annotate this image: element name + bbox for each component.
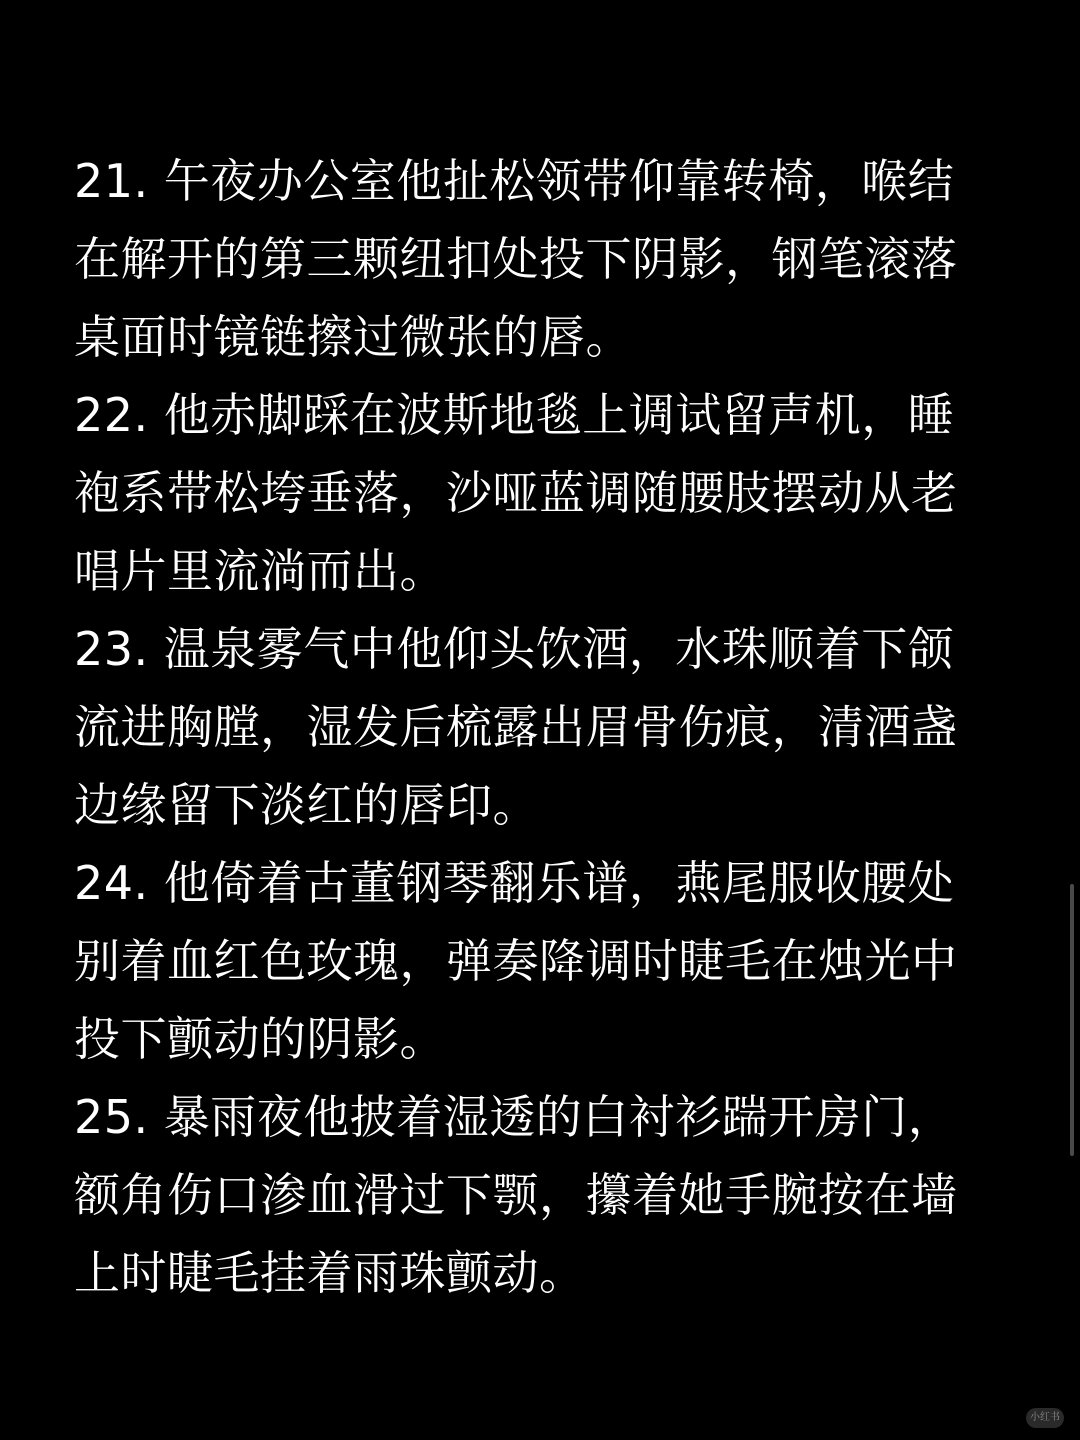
entry-line: 25. 暴雨夜他披着湿透的白衬衫踹开房门， — [74, 1090, 955, 1144]
entry-line: 24. 他倚着古董钢琴翻乐谱，燕尾服收腰处 — [74, 856, 955, 910]
entry-line: 桌面时镜链擦过微张的唇。 — [74, 310, 632, 364]
scrollbar[interactable] — [1070, 884, 1074, 1156]
text-content — [74, 142, 1014, 1312]
entry-line: 投下颤动的阴影。 — [74, 1012, 446, 1066]
entry-22 — [74, 376, 1014, 610]
entry-23 — [74, 610, 1014, 844]
entry-line: 袍系带松垮垂落，沙哑蓝调随腰肢摆动从老 — [74, 466, 958, 520]
entry-line: 额角伤口渗血滑过下颚，攥着她手腕按在墙 — [74, 1168, 958, 1222]
entry-line: 22. 他赤脚踩在波斯地毯上调试留声机，睡 — [74, 388, 955, 442]
entry-line: 唱片里流淌而出。 — [74, 544, 446, 598]
entry-line: 21. 午夜办公室他扯松领带仰靠转椅，喉结 — [74, 154, 955, 208]
entry-21 — [74, 142, 1014, 376]
entry-25 — [74, 1078, 1014, 1312]
entry-line: 23. 温泉雾气中他仰头饮酒，水珠顺着下颌 — [74, 622, 955, 676]
entry-line: 在解开的第三颗纽扣处投下阴影，钢笔滚落 — [74, 232, 958, 286]
entry-line: 流进胸膛，湿发后梳露出眉骨伤痕，清酒盏 — [74, 700, 958, 754]
entry-line: 别着血红色玫瑰，弹奏降调时睫毛在烛光中 — [74, 934, 958, 988]
entry-line: 边缘留下淡红的唇印。 — [74, 778, 539, 832]
entry-24 — [74, 844, 1014, 1078]
entry-line: 上时睫毛挂着雨珠颤动。 — [74, 1246, 586, 1300]
watermark-logo: 小红书 — [1026, 1408, 1064, 1428]
